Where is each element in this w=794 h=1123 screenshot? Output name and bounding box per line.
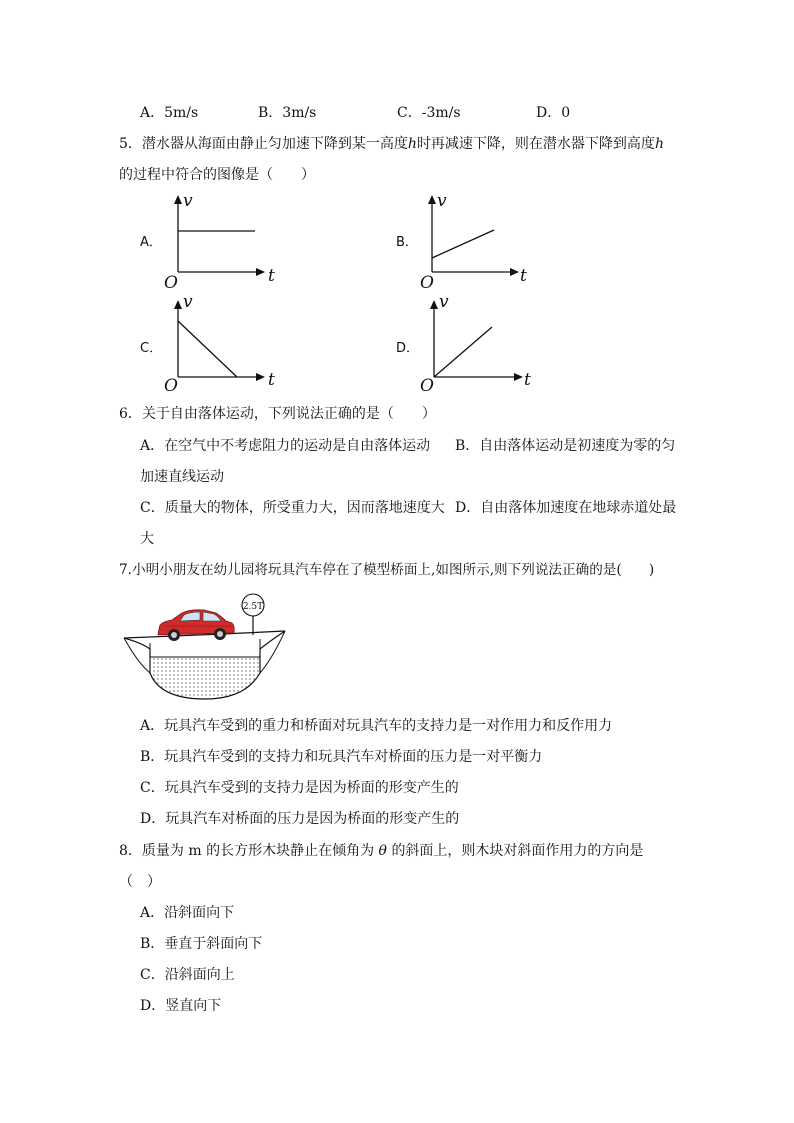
- graph-a-t: t: [268, 266, 275, 286]
- graph-a-o: O: [164, 273, 178, 293]
- q8-option-c: C．沿斜面向上: [140, 967, 235, 983]
- q8-option-d: D．竖直向下: [140, 998, 222, 1014]
- q5-stem-line1: 5．潜水器从海面由静止匀加速下降到某一高度h时再减速下降，则在潜水器下降到高度h: [119, 136, 664, 152]
- q7-option-b: B．玩具汽车受到的支持力和玩具汽车对桥面的压力是一对平衡力: [140, 749, 543, 765]
- q7-option-a: A．玩具汽车受到的重力和桥面对玩具汽车的支持力是一对作用力和反作用力: [140, 718, 613, 734]
- graph-d-v: v: [439, 292, 449, 312]
- q7-option-c: C．玩具汽车受到的支持力是因为桥面的形变产生的: [140, 780, 459, 796]
- graph-c-line: [178, 321, 237, 377]
- graph-a-v: v: [183, 191, 193, 211]
- graph-b: [386, 190, 536, 293]
- graph-d: [386, 292, 536, 396]
- q6-option-d-line1: D．自由落体加速度在地球赤道处最: [455, 500, 677, 516]
- q8-option-a: A．沿斜面向下: [140, 905, 235, 921]
- graph-b-v: v: [437, 191, 447, 211]
- q7-option-d: D．玩具汽车对桥面的压力是因为桥面的形变产生的: [140, 811, 460, 827]
- graph-b-line: [432, 230, 494, 258]
- graph-d-o: O: [420, 376, 434, 396]
- q6-option-b-line2: 加速直线运动: [140, 469, 224, 485]
- graph-c-t: t: [268, 370, 275, 390]
- q6-option-d-line2: 大: [140, 531, 154, 547]
- q8-paren: （ ）: [119, 874, 161, 890]
- graph-a: [130, 190, 280, 293]
- graph-a-label: A．: [140, 235, 162, 250]
- q4-option-a: A．5m/s: [140, 105, 199, 121]
- q4-option-c: C．-3m/s: [397, 105, 461, 121]
- q7-stem: 7.小明小朋友在幼儿园将玩具汽车停在了模型桥面上,如图所示,则下列说法正确的是( ): [119, 562, 655, 578]
- graph-c-v: v: [183, 292, 193, 312]
- graph-d-line: [434, 327, 492, 377]
- q6-option-c: C．质量大的物体，所受重力大，因而落地速度大: [140, 500, 445, 516]
- q4-option-d: D．0: [536, 105, 571, 121]
- graph-d-label: D．: [396, 341, 420, 356]
- graph-b-label: B．: [396, 235, 418, 250]
- graph-c: [130, 292, 280, 396]
- graph-d-t: t: [524, 370, 531, 390]
- q5-stem-line2: 的过程中符合的图像是（ ）: [119, 167, 315, 183]
- q6-option-b-line1: B．自由落体运动是初速度为零的匀: [455, 438, 676, 454]
- q8-stem: 8．质量为 m 的长方形木块静止在倾角为 θ 的斜面上，则木块对斜面作用力的方向是: [119, 843, 644, 859]
- graph-c-label: C．: [140, 341, 163, 356]
- q8-option-b: B．垂直于斜面向下: [140, 936, 263, 952]
- graph-c-o: O: [164, 376, 178, 396]
- graph-b-o: O: [420, 273, 434, 293]
- q4-option-b: B．3m/s: [258, 105, 317, 121]
- q6-stem: 6．关于自由落体运动，下列说法正确的是（ ）: [119, 406, 436, 422]
- toy-car-icon: [158, 610, 234, 641]
- load-sign-text: 2.5T: [242, 602, 264, 612]
- q6-option-a: A．在空气中不考虑阻力的运动是自由落体运动: [140, 438, 431, 454]
- bridge-car-figure: [120, 593, 290, 705]
- graph-b-t: t: [520, 266, 527, 286]
